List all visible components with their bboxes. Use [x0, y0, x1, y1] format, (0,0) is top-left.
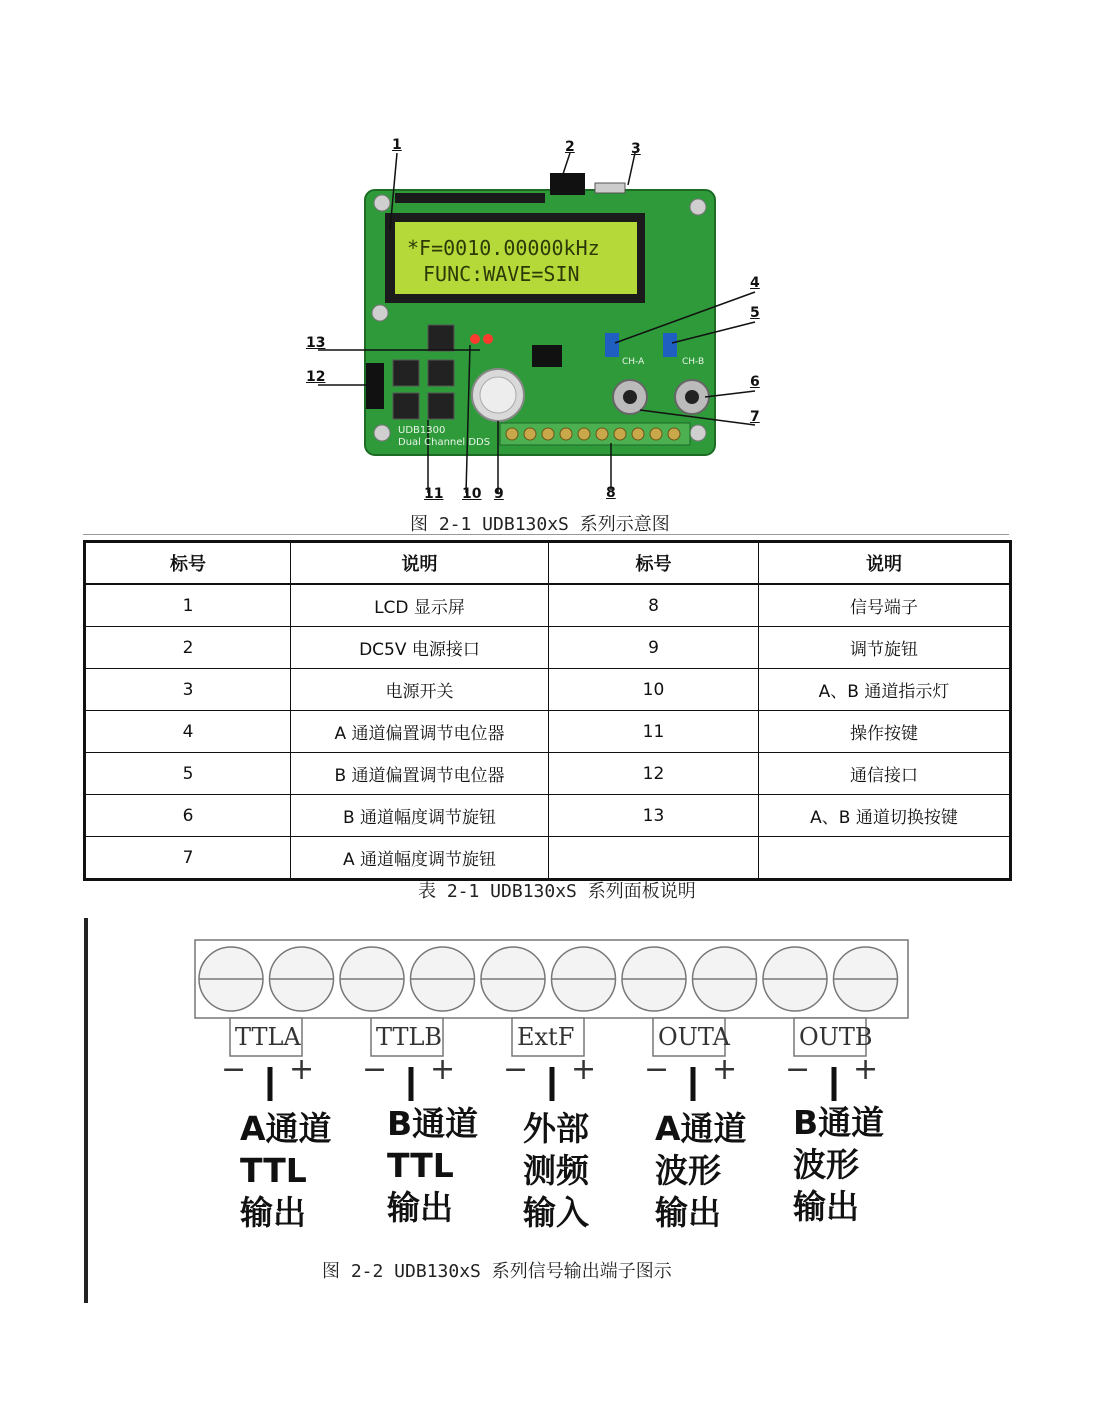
- terminal-label-ttla: TTLA: [235, 1023, 301, 1051]
- cell-id: 10: [549, 669, 759, 711]
- header-desc-right: 说明: [759, 542, 1011, 585]
- desc-line: A通道: [240, 1109, 332, 1148]
- callout-12: 12: [306, 369, 326, 385]
- figure-2-2-caption: 图 2-2 UDB130xS 系列信号输出端子图示: [322, 1261, 672, 1282]
- signal-desc-ttlb: [387, 1103, 478, 1229]
- cell-id: 13: [549, 795, 759, 837]
- desc-line: 输出: [240, 1193, 306, 1232]
- signal-desc-outa: [655, 1108, 747, 1234]
- table-row: [85, 669, 1011, 711]
- table-header-row: [85, 542, 1011, 585]
- callout-10: 10: [462, 486, 482, 502]
- desc-line: B通道: [793, 1103, 885, 1142]
- header-id-right: 标号: [549, 542, 759, 585]
- minus-mark: −: [503, 1052, 529, 1087]
- callout-6: 6: [750, 374, 760, 390]
- cell-desc: A、B 通道指示灯: [759, 669, 1011, 711]
- callout-11: 11: [424, 486, 444, 502]
- desc-line: 波形: [793, 1145, 859, 1184]
- desc-line: TTL: [240, 1151, 307, 1190]
- header-id-left: 标号: [85, 542, 291, 585]
- cell-id: 9: [549, 627, 759, 669]
- desc-line: 外部: [523, 1109, 589, 1148]
- table-row: [85, 627, 1011, 669]
- board-figure: [300, 135, 780, 510]
- lcd-line-1: *F=0010.00000kHz: [407, 236, 600, 260]
- table-2-1-caption: 表 2-1 UDB130xS 系列面板说明: [418, 881, 696, 902]
- desc-line: TTL: [387, 1146, 454, 1185]
- terminal-label-extf: ExtF: [517, 1023, 575, 1051]
- callout-1: 1: [392, 137, 402, 153]
- plus-mark: +: [571, 1052, 597, 1087]
- cell-desc: DC5V 电源接口: [291, 627, 549, 669]
- plus-mark: +: [712, 1052, 738, 1087]
- desc-line: 测频: [523, 1151, 589, 1190]
- cell-desc: A、B 通道切换按键: [759, 795, 1011, 837]
- desc-line: 输出: [387, 1188, 453, 1227]
- callout-3: 3: [631, 141, 641, 157]
- cell-desc: B 通道幅度调节旋钮: [291, 795, 549, 837]
- panel-table: [83, 540, 1012, 881]
- cell-id: 11: [549, 711, 759, 753]
- signal-desc-extf: [523, 1108, 589, 1234]
- cell-id: 2: [85, 627, 291, 669]
- cell-id: 8: [549, 584, 759, 627]
- callout-4: 4: [750, 275, 760, 291]
- desc-line: 波形: [655, 1151, 721, 1190]
- terminal-label-outa: OUTA: [658, 1023, 730, 1051]
- plus-mark: +: [289, 1052, 315, 1087]
- cell-desc: 信号端子: [759, 584, 1011, 627]
- cell-desc: B 通道偏置调节电位器: [291, 753, 549, 795]
- callout-8: 8: [606, 485, 616, 501]
- cell-desc: 调节旋钮: [759, 627, 1011, 669]
- signal-desc-outb: [793, 1102, 884, 1228]
- table-row: [85, 753, 1011, 795]
- lcd-display: [407, 235, 633, 287]
- cell-id: [549, 837, 759, 880]
- silk-model: UDB1300: [398, 425, 446, 436]
- desc-line: 输出: [793, 1187, 859, 1226]
- desc-line: 输出: [655, 1193, 721, 1232]
- silk-chb: CH-B: [682, 357, 705, 367]
- terminal-label-ttlb: TTLB: [376, 1023, 443, 1051]
- terminal-figure: [80, 915, 1040, 1305]
- plus-mark: +: [430, 1052, 456, 1087]
- silk-cha: CH-A: [622, 357, 645, 367]
- table-row: [85, 584, 1011, 627]
- callout-9: 9: [494, 486, 504, 502]
- callout-7: 7: [750, 409, 760, 425]
- cell-desc: LCD 显示屏: [291, 584, 549, 627]
- callout-13: 13: [306, 335, 326, 351]
- silk-desc: Dual Channel DDS: [398, 437, 491, 448]
- cell-id: 7: [85, 837, 291, 880]
- desc-line: B通道: [387, 1104, 479, 1143]
- cell-desc: [759, 837, 1011, 880]
- callout-5: 5: [750, 305, 760, 321]
- minus-mark: −: [221, 1052, 247, 1087]
- cell-id: 12: [549, 753, 759, 795]
- callout-2: 2: [565, 139, 575, 155]
- cell-id: 4: [85, 711, 291, 753]
- divider: [83, 534, 1009, 535]
- figure-2-1-caption: 图 2-1 UDB130xS 系列示意图: [410, 514, 670, 535]
- minus-mark: −: [644, 1052, 670, 1087]
- lcd-line-2: FUNC:WAVE=SIN: [423, 262, 580, 286]
- cell-desc: A 通道偏置调节电位器: [291, 711, 549, 753]
- table-row: [85, 711, 1011, 753]
- signal-desc-ttla: [240, 1108, 332, 1234]
- terminal-label-outb: OUTB: [799, 1023, 873, 1051]
- plus-mark: +: [853, 1052, 879, 1087]
- minus-mark: −: [785, 1052, 811, 1087]
- table-row: [85, 837, 1011, 880]
- desc-line: 输入: [523, 1193, 589, 1232]
- desc-line: A通道: [655, 1109, 747, 1148]
- cell-id: 3: [85, 669, 291, 711]
- cell-desc: 操作按键: [759, 711, 1011, 753]
- cell-id: 5: [85, 753, 291, 795]
- table-row: [85, 795, 1011, 837]
- cell-desc: 电源开关: [291, 669, 549, 711]
- minus-mark: −: [362, 1052, 388, 1087]
- board-illustration: [300, 135, 780, 510]
- cell-id: 6: [85, 795, 291, 837]
- cell-desc: 通信接口: [759, 753, 1011, 795]
- header-desc-left: 说明: [291, 542, 549, 585]
- cell-id: 1: [85, 584, 291, 627]
- cell-desc: A 通道幅度调节旋钮: [291, 837, 549, 880]
